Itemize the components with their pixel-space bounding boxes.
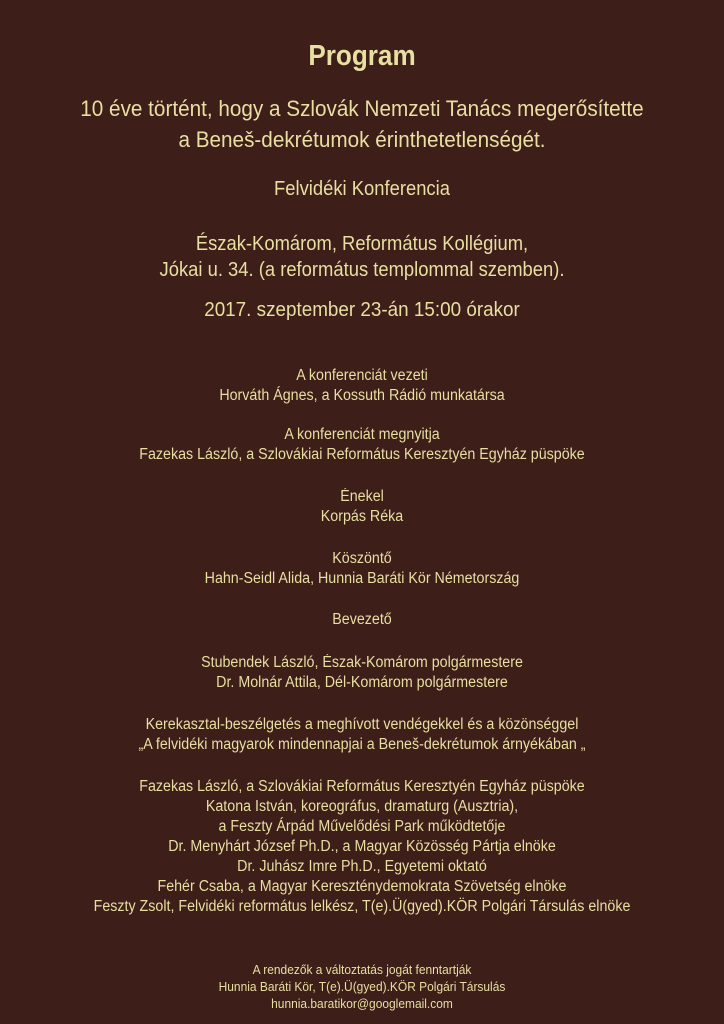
introduction-heading: Bevezető [332,611,392,628]
opening-heading: A konferenciát megnyitja [284,426,440,443]
footer [29,961,695,1012]
footer-organizers: Hunnia Baráti Kör, T(e).Ü(gyed).KÖR Polgári Társulás [218,979,506,994]
participant: Dr. Juhász Imre Ph.D., Egyetemi oktató [237,858,487,875]
roundtable-topic: „A felvidéki magyarok mindennapjai a Beneš-dekrétumok árnyékában „ [138,736,586,753]
page-title: Program [308,40,416,72]
greeting-heading: Köszöntő [332,550,392,567]
venue [29,231,695,283]
singing-section [29,487,695,527]
introduction-person-2: Dr. Molnár Attila, Dél-Komárom polgármestere [216,674,508,691]
roundtable-heading: Kerekasztal-beszélgetés a meghívott vendégekkel és a közönséggel [145,716,579,733]
footer-disclaimer: A rendezők a változtatás jogát fenntartják [252,962,472,977]
conference-name: Felvidéki Konferencia [274,178,450,200]
greeting-section [29,549,695,589]
participant: Fazekas László, a Szlovákiai Református Keresztyén Egyház püspöke [139,778,585,795]
venue-line-1: Észak-Komárom, Református Kollégium, [195,233,529,255]
introduction-people [29,653,695,693]
moderator-person: Horváth Ágnes, a Kossuth Rádió munkatársa [219,387,505,404]
subtitle [29,93,695,155]
moderator-heading: A konferenciát vezeti [296,367,428,384]
venue-line-2: Jókai u. 34. (a református templommal szemben). [159,259,565,281]
roundtable-section [29,715,695,755]
subtitle-line-1: 10 éve történt, hogy a Szlovák Nemzeti Tanács megerősítette [80,96,644,121]
participant: Fehér Csaba, a Magyar Kereszténydemokrata Szövetség elnöke [157,878,567,895]
roundtable-participants [29,777,695,917]
opening-section [29,425,695,465]
greeting-person: Hahn-Seidl Alida, Hunnia Baráti Kör Németország [204,570,520,587]
opening-person: Fazekas László, a Szlovákiai Református Keresztyén Egyház püspöke [139,446,585,463]
introduction-person-1: Stubendek László, Észak-Komárom polgármestere [201,654,523,671]
event-datetime: 2017. szeptember 23-án 15:00 órakor [204,298,520,321]
participant: Katona István, koreográfus, dramaturg (Ausztria), [205,798,519,815]
footer-email: hunnia.baratikor@googlemail.com [271,996,453,1011]
participant: a Feszty Árpád Művelődési Park működtetője [218,818,506,835]
participant: Dr. Menyhárt József Ph.D., a Magyar Közösség Pártja elnöke [168,838,556,855]
moderator-section [29,366,695,406]
subtitle-line-2: a Beneš-dekrétumok érinthetetlenségét. [178,127,546,152]
participant: Feszty Zsolt, Felvidéki református lelkész, T(e).Ü(gyed).KÖR Polgári Társulás elnöke [93,898,631,915]
singing-heading: Énekel [340,488,384,505]
singing-person: Korpás Réka [320,508,404,525]
